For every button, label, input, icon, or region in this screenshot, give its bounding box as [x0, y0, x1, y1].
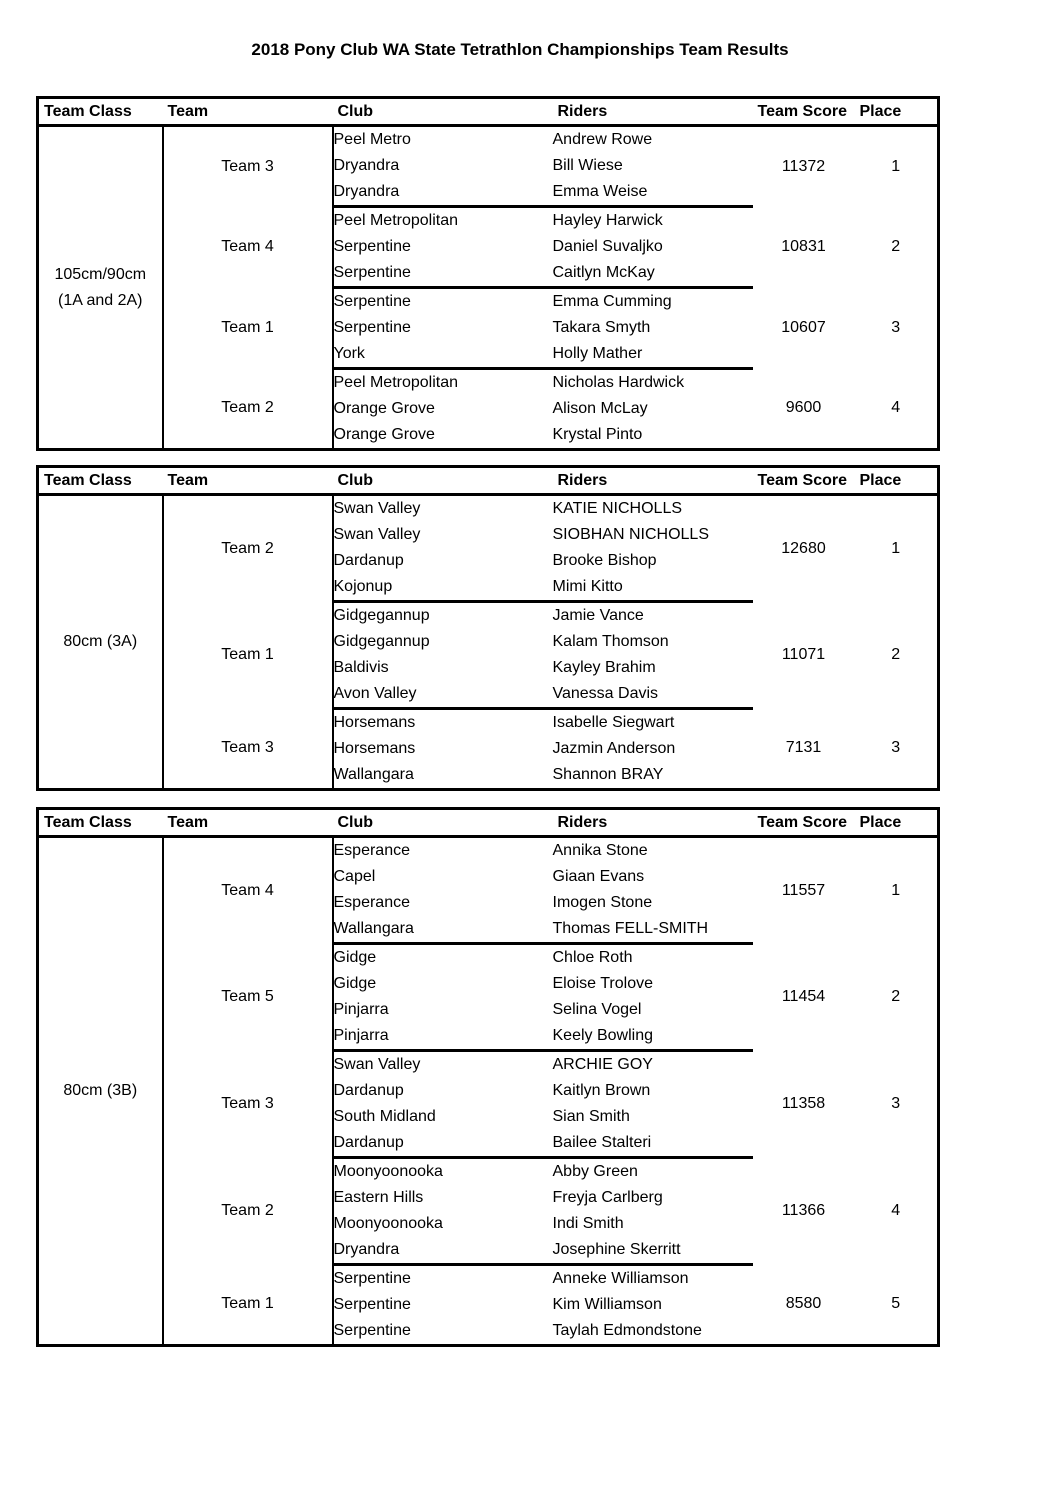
team-place: 4: [891, 399, 901, 417]
club-cell: Dryandra: [333, 179, 553, 207]
club-cell: Dardanup: [333, 552, 404, 569]
table-row: [38, 709, 939, 737]
club-cell: Gidgegannup: [333, 633, 430, 650]
rider-cell: KATIE NICHOLLS: [552, 500, 683, 517]
club-cell: Serpentine: [333, 238, 411, 255]
document-title: 2018 Pony Club WA State Tetrathlon Championships Team Results: [251, 40, 789, 59]
club-cell: Esperance: [333, 894, 410, 911]
club-cell: Dardanup: [333, 1082, 404, 1099]
club-cell: Orange Grove: [333, 426, 435, 443]
rider-cell: Eloise Trolove: [552, 975, 653, 992]
table-header: [38, 809, 939, 837]
club-cell: Gidge: [333, 975, 377, 992]
club-cell: Pinjarra: [333, 1001, 389, 1018]
team-score: 10607: [781, 319, 826, 336]
header-team: Team: [163, 809, 333, 837]
header-team-class: Team Class: [38, 809, 163, 837]
table-header: [38, 467, 939, 495]
header-club: Club: [333, 809, 553, 837]
rider-cell: Brooke Bishop: [552, 552, 657, 569]
rider-cell: Annika Stone: [552, 842, 648, 859]
club-cell: Horsemans: [333, 714, 416, 731]
team-name: Team 1: [163, 288, 333, 369]
club-cell: Esperance: [333, 842, 410, 859]
club-cell: Horsemans: [333, 740, 416, 757]
club-cell: Serpentine: [333, 319, 411, 336]
team-class-label: 80cm (3A): [63, 633, 138, 650]
rider-cell: Anneke Williamson: [552, 1270, 689, 1287]
rider-cell: Giaan Evans: [552, 868, 645, 885]
rider-cell: Jamie Vance: [552, 607, 644, 624]
club-cell: Swan Valley: [333, 500, 421, 517]
team-score: 9600: [785, 399, 822, 417]
team-class-label: 80cm (3B): [63, 1082, 138, 1099]
team-name: Team 4: [163, 207, 333, 288]
team-name: Team 2: [163, 369, 333, 450]
club-cell: Dardanup: [333, 1130, 553, 1158]
rider-cell: Keely Bowling: [553, 1023, 753, 1051]
header-team-score: Team Score: [753, 809, 855, 837]
header-team-class: Team Class: [38, 98, 163, 126]
header-team-class: Team Class: [38, 467, 163, 495]
rider-cell: ARCHIE GOY: [552, 1056, 653, 1073]
rider-cell: Bill Wiese: [552, 157, 623, 174]
rider-cell: Takara Smyth: [552, 319, 651, 336]
table-row: [38, 495, 939, 523]
table-row: [38, 207, 939, 235]
results-table-3a: [36, 465, 940, 791]
club-cell: Serpentine: [333, 260, 553, 288]
club-cell: Dryandra: [333, 1237, 553, 1265]
rider-cell: Kaitlyn Brown: [552, 1082, 651, 1099]
club-cell: Peel Metropolitan: [333, 212, 459, 229]
team-place: 1: [891, 539, 901, 557]
club-cell: Serpentine: [333, 1296, 411, 1313]
club-cell: South Midland: [333, 1108, 436, 1125]
club-cell: Peel Metropolitan: [333, 374, 459, 391]
club-cell: Swan Valley: [333, 1056, 421, 1073]
team-place: 2: [891, 646, 901, 663]
table-header: [38, 98, 939, 126]
team-score: 11372: [781, 157, 826, 175]
club-cell: Orange Grove: [333, 400, 435, 417]
rider-cell: Sian Smith: [552, 1108, 630, 1125]
rider-cell: Kalam Thomson: [552, 633, 669, 650]
rider-cell: Emma Weise: [553, 179, 753, 207]
team-score: 10831: [781, 238, 826, 255]
team-score: 11358: [781, 1095, 826, 1112]
club-cell: Kojonup: [333, 574, 553, 602]
rider-cell: Krystal Pinto: [552, 426, 643, 443]
club-cell: Dryandra: [333, 157, 400, 174]
rider-cell: Imogen Stone: [552, 894, 653, 911]
rider-cell: Kim Williamson: [552, 1296, 662, 1313]
club-cell: Wallangara: [333, 766, 414, 783]
team-name: Team 5: [163, 944, 333, 1051]
club-cell: Gidge: [333, 949, 377, 966]
club-cell: Pinjarra: [333, 1023, 553, 1051]
table-row: [38, 1265, 939, 1293]
rider-cell: Kayley Brahim: [552, 659, 656, 676]
table-row: [38, 837, 939, 865]
rider-cell: Isabelle Siegwart: [552, 714, 675, 731]
table-row: [38, 944, 939, 972]
rider-cell: Indi Smith: [552, 1215, 624, 1232]
rider-cell: Hayley Harwick: [552, 212, 663, 229]
rider-cell: Caitlyn McKay: [553, 260, 753, 288]
team-name: Team 4: [163, 837, 333, 944]
rider-cell: Freyja Carlberg: [552, 1189, 663, 1206]
team-name: Team 3: [163, 126, 333, 207]
club-cell: York: [333, 341, 553, 369]
team-place: 2: [891, 988, 901, 1005]
team-score: 11366: [781, 1202, 826, 1219]
team-class-cell: [38, 837, 163, 1346]
club-cell: Swan Valley: [333, 526, 421, 543]
header-team-score: Team Score: [753, 467, 855, 495]
team-place: 1: [891, 881, 901, 899]
rider-cell: Shannon BRAY: [552, 766, 664, 783]
club-cell: Serpentine: [333, 1322, 411, 1339]
team-score: 12680: [781, 539, 826, 557]
header-team: Team: [163, 98, 333, 126]
rider-cell: Chloe Roth: [552, 949, 633, 966]
team-class-cell: [38, 126, 163, 450]
rider-cell: Abby Green: [552, 1163, 638, 1180]
club-cell: Moonyoonooka: [333, 1215, 443, 1232]
rider-cell: Josephine Skerritt: [553, 1237, 753, 1265]
rider-cell: Alison McLay: [552, 400, 648, 417]
club-cell: Eastern Hills: [333, 1189, 424, 1206]
rider-cell: Mimi Kitto: [553, 574, 753, 602]
team-class-cell: [38, 495, 163, 790]
table-row: [38, 602, 939, 630]
header-place: Place: [855, 467, 939, 495]
table-row: [38, 126, 939, 154]
rider-cell: Thomas FELL-SMITH: [553, 916, 753, 944]
team-score: 11557: [781, 881, 826, 899]
team-name: Team 2: [163, 1158, 333, 1265]
team-score: 11071: [781, 646, 826, 663]
team-name: Team 3: [163, 1051, 333, 1158]
header-place: Place: [855, 809, 939, 837]
team-place: 4: [891, 1202, 901, 1219]
team-class-label: 105cm/90cm: [54, 265, 147, 283]
header-riders: Riders: [553, 98, 753, 126]
table-row: [38, 1158, 939, 1186]
rider-cell: Taylah Edmondstone: [552, 1322, 702, 1339]
team-name: Team 1: [163, 602, 333, 709]
rider-cell: Vanessa Davis: [553, 681, 753, 709]
results-table-1a-2a: [36, 96, 940, 451]
club-cell: Capel: [333, 868, 376, 885]
club-cell: Avon Valley: [333, 681, 553, 709]
team-place: 5: [891, 1295, 901, 1313]
header-riders: Riders: [553, 809, 753, 837]
team-name: Team 3: [163, 709, 333, 790]
rider-cell: Jazmin Anderson: [552, 740, 676, 757]
header-club: Club: [333, 467, 553, 495]
team-class-label: (1A and 2A): [58, 291, 143, 309]
header-team: Team: [163, 467, 333, 495]
team-score: 8580: [785, 1295, 822, 1313]
header-team-score: Team Score: [753, 98, 855, 126]
team-name: Team 2: [163, 495, 333, 602]
team-place: 2: [891, 238, 901, 255]
team-score: 7131: [785, 739, 822, 757]
team-place: 1: [891, 157, 901, 175]
club-cell: Wallangara: [333, 916, 553, 944]
club-cell: Peel Metro: [333, 131, 411, 148]
rider-cell: Emma Cumming: [552, 293, 672, 310]
team-place: 3: [891, 1095, 901, 1112]
table-row: [38, 1051, 939, 1079]
table-row: [38, 369, 939, 397]
team-name: Team 1: [163, 1265, 333, 1346]
club-cell: Serpentine: [333, 1270, 411, 1287]
rider-cell: Holly Mather: [553, 341, 753, 369]
header-riders: Riders: [553, 467, 753, 495]
team-score: 11454: [781, 988, 826, 1005]
results-table-3b: [36, 807, 940, 1347]
club-cell: Moonyoonooka: [333, 1163, 443, 1180]
table-row: [38, 288, 939, 316]
rider-cell: Daniel Suvaljko: [552, 238, 663, 255]
rider-cell: Selina Vogel: [552, 1001, 642, 1018]
rider-cell: SIOBHAN NICHOLLS: [552, 526, 709, 543]
team-place: 3: [891, 739, 901, 757]
club-cell: Baldivis: [333, 659, 389, 676]
header-place: Place: [855, 98, 939, 126]
rider-cell: Bailee Stalteri: [553, 1130, 753, 1158]
team-place: 3: [891, 319, 901, 336]
rider-cell: Nicholas Hardwick: [552, 374, 685, 391]
club-cell: Gidgegannup: [333, 607, 430, 624]
rider-cell: Andrew Rowe: [552, 131, 653, 148]
club-cell: Serpentine: [333, 293, 411, 310]
header-club: Club: [333, 98, 553, 126]
